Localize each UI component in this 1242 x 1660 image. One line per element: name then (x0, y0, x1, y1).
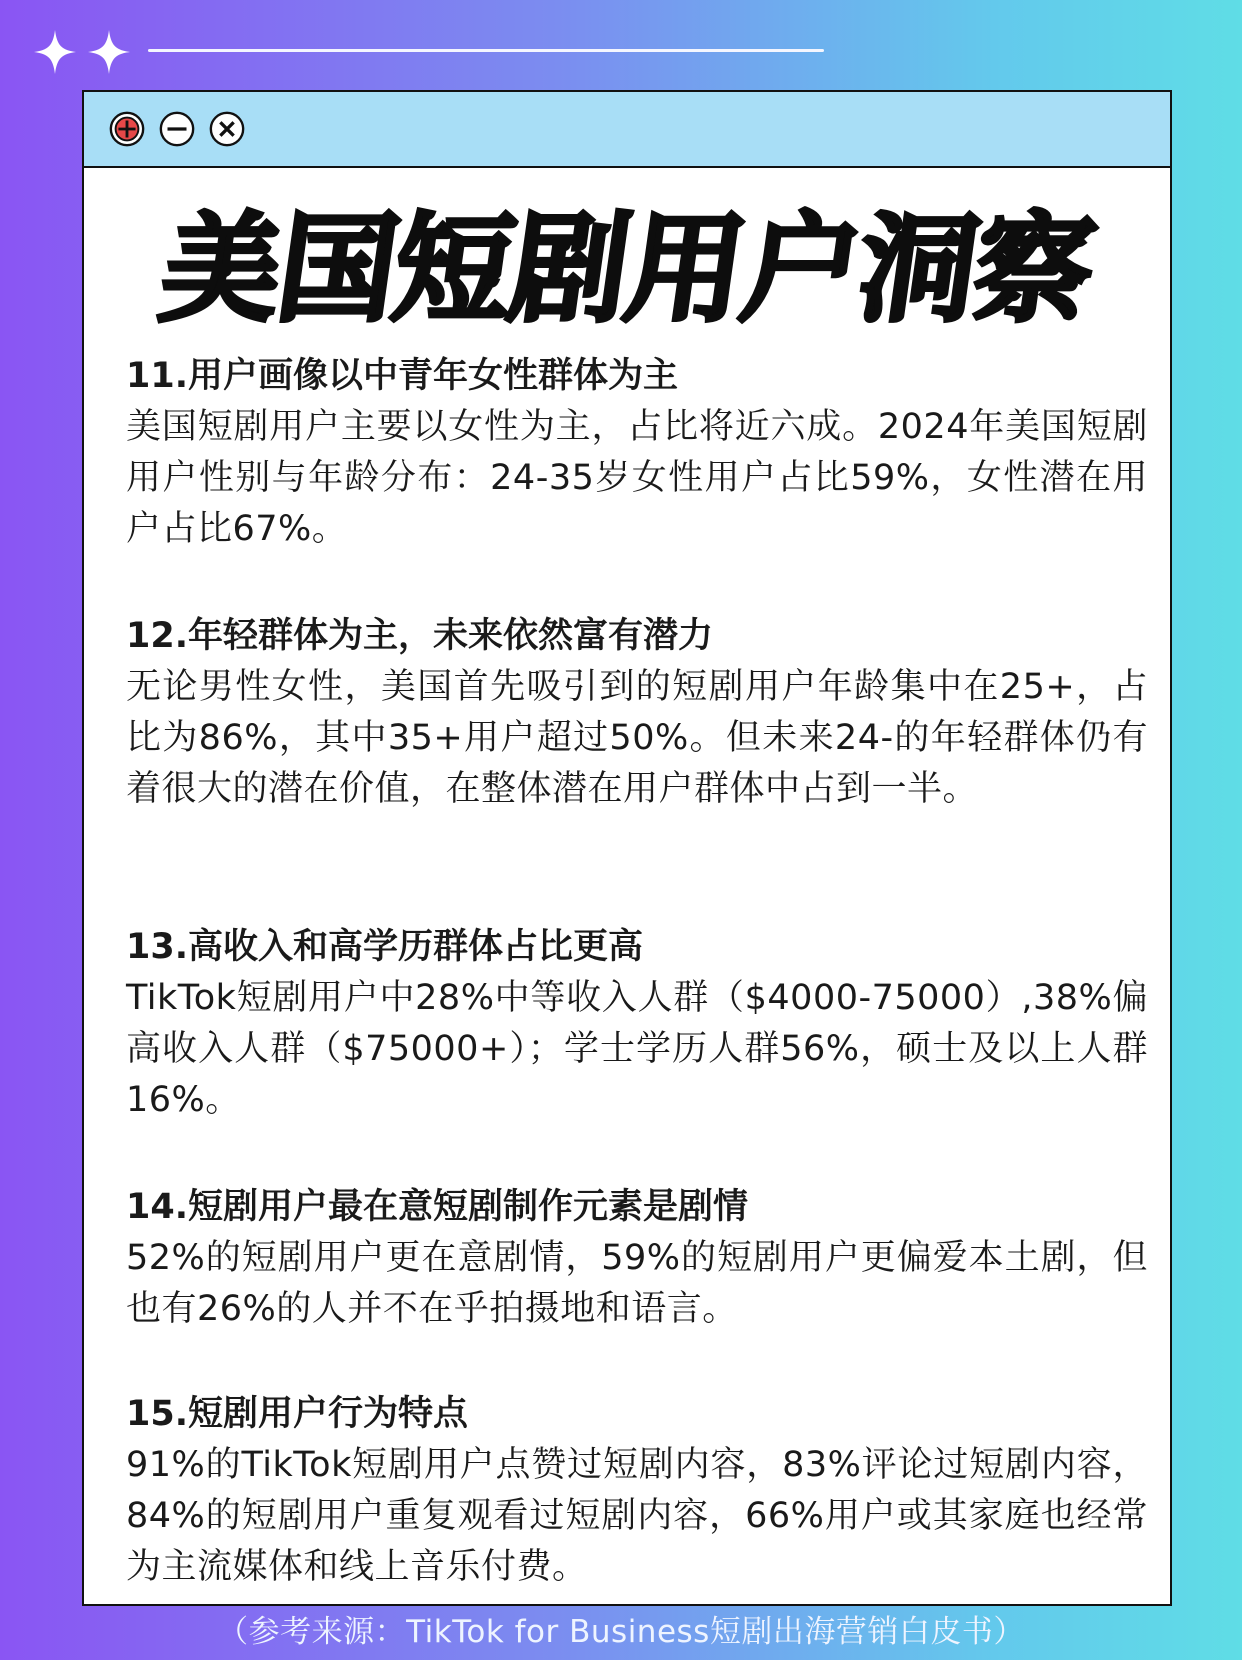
section-heading: 14.短剧用户最在意短剧制作元素是剧情 (126, 1187, 749, 1227)
content-window (82, 90, 1172, 1606)
sparkle-decoration (30, 22, 134, 82)
minus-circle-icon[interactable] (158, 110, 196, 148)
section-body: 无论男性女性，美国首先吸引到的短剧用户年龄集中在25+，占比为86%，其中35+用户超过50%。但未来24-的年轻群体仍有着很大的潜在价值，在整体潜在用户群体中占到一半。 (126, 667, 1148, 809)
section-15 (126, 1388, 1148, 1593)
section-body: 美国短剧用户主要以女性为主，占比将近六成。2024年美国短剧用户性别与年龄分布：24-35岁女性用户占比59%，女性潜在用户占比67%。 (126, 407, 1148, 549)
sparkle-icon (84, 22, 134, 82)
section-body: 91%的TikTok短剧用户点赞过短剧内容，83%评论过短剧内容，84%的短剧用户重复观看过短剧内容，66%用户或其家庭也经常为主流媒体和线上音乐付费。 (126, 1445, 1148, 1587)
page-title: 美国短剧用户洞察 (153, 200, 1101, 338)
section-heading: 15.短剧用户行为特点 (126, 1394, 469, 1434)
decorative-line (148, 49, 824, 52)
window-titlebar (84, 92, 1170, 168)
section-body: 52%的短剧用户更在意剧情，59%的短剧用户更偏爱本土剧，但也有26%的人并不在乎拍摄地和语言。 (126, 1238, 1148, 1329)
section-heading: 13.高收入和高学历群体占比更高 (126, 927, 644, 967)
section-heading: 11.用户画像以中青年女性群体为主 (126, 356, 679, 396)
section-12 (126, 610, 1148, 815)
sparkle-icon (30, 22, 80, 82)
plus-circle-icon[interactable] (108, 110, 146, 148)
section-body: TikTok短剧用户中28%中等收入人群（$4000-75000）,38%偏高收入人群（$75000+）；学士学历人群56%，硕士及以上人群16%。 (126, 978, 1148, 1120)
section-14 (126, 1181, 1148, 1335)
section-11 (126, 350, 1148, 555)
section-13 (126, 921, 1148, 1126)
section-heading: 12.年轻群体为主，未来依然富有潜力 (126, 616, 714, 656)
close-circle-icon[interactable] (208, 110, 246, 148)
source-note: （参考来源：TikTok for Business短剧出海营销白皮书） (217, 1614, 1025, 1650)
